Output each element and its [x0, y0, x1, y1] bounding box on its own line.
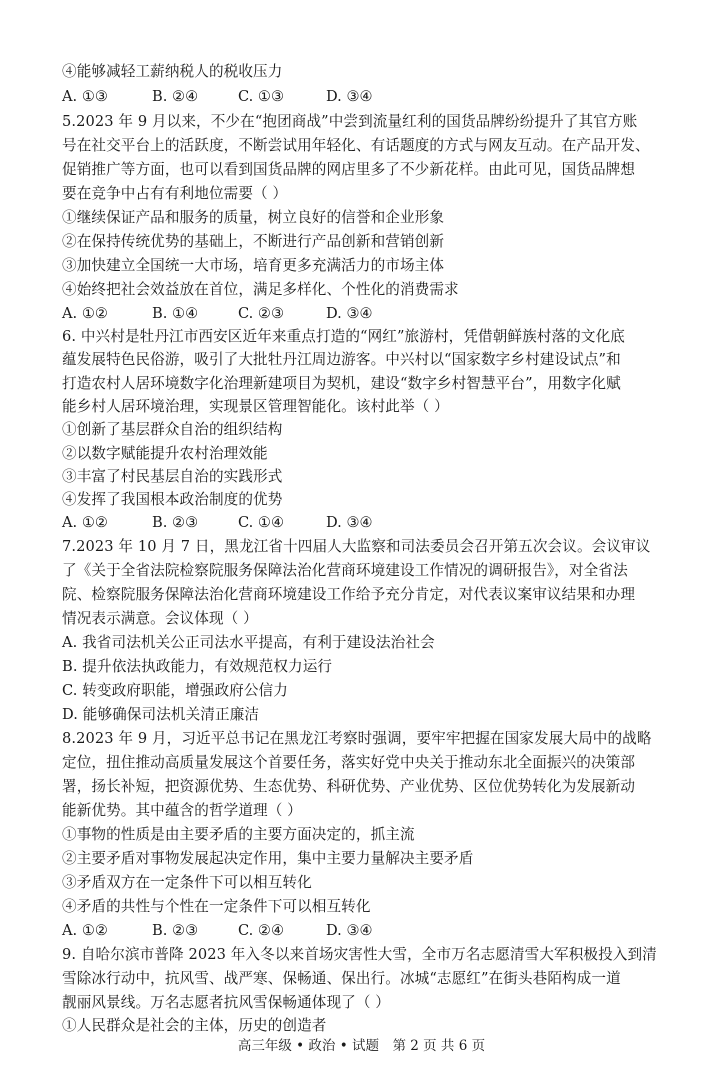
q8-stem-line: 8.2023 年 9 月，习近平总书记在黑龙江考察时强调，要牢牢把握在国家发展大局中的战略	[62, 730, 652, 747]
q7-choice-a: A. 我省司法机关公正司法水平提高，有利于建设法治社会	[62, 634, 435, 651]
choice-b: B. ②④	[152, 88, 199, 105]
choice-c: C. ①③	[238, 88, 285, 105]
choice-a: A. ①②	[62, 922, 108, 939]
q6-stem-line: 能乡村人居环境治理，实现景区管理智能化。该村此举（ ）	[62, 398, 449, 415]
q7-stem-line: 院、检察院服务保障法治化营商环境建设工作给予充分肯定，对代表议案审议结果和办理	[62, 586, 636, 603]
q6-option-1: ①创新了基层群众自治的组织结构	[62, 421, 283, 438]
q8-stem-line: 署，扬长补短，把资源优势、生态优势、科研优势、产业优势、区位优势转化为发展新动	[62, 778, 636, 795]
choice-d: D. ③④	[326, 514, 373, 531]
q5-option-4: ④始终把社会效益放在首位，满足多样化、个性化的消费需求	[62, 281, 459, 298]
choice-c: C. ②④	[238, 922, 285, 939]
q6-stem-line: 打造农村人居环境数字化治理新建项目为契机，建设“数字乡村智慧平台”，用数字化赋	[62, 375, 621, 392]
choice-d: D. ③④	[326, 88, 373, 105]
q6-option-4: ④发挥了我国根本政治制度的优势	[62, 491, 283, 508]
q9-stem-line: 雪除冰行动中，抗风雪、战严寒、保畅通、保出行。冰城“志愿红”在街头巷陌构成一道	[62, 970, 621, 987]
q6-option-3: ③丰富了村民基层自治的实践形式	[62, 468, 283, 485]
choice-b: B. ②③	[152, 514, 199, 531]
q7-stem-line: 了《关于全省法院检察院服务保障法治化营商环境建设工作情况的调研报告》，对全省法	[62, 562, 628, 579]
q6-stem-line: 蕴发展特色民俗游，吸引了大批牡丹江周边游客。中兴村以“国家数字乡村建设试点”和	[62, 351, 621, 368]
choice-c: C. ②③	[238, 305, 285, 322]
q8-stem-line: 能新优势。其中蕴含的哲学道理（ ）	[62, 802, 302, 819]
choice-a: A. ①③	[62, 88, 108, 105]
q7-choice-d: D. 能够确保司法机关清正廉洁	[62, 706, 260, 723]
q5-stem-line: 促销推广等方面，也可以看到国货品牌的网店里多了不少新花样。由此可见，国货品牌想	[62, 161, 636, 178]
choice-d: D. ③④	[326, 305, 373, 322]
q5-option-1: ①继续保证产品和服务的质量，树立良好的信誉和企业形象	[62, 209, 445, 226]
q8-option-2: ②主要矛盾对事物发展起决定作用，集中主要力量解决主要矛盾	[62, 850, 474, 867]
q5-option-2: ②在保持传统优势的基础上，不断进行产品创新和营销创新	[62, 233, 445, 250]
q8-stem-line: 定位，扭住推动高质量发展这个首要任务，落实好党中央关于推动东北全面振兴的决策部	[62, 754, 636, 771]
q9-option-1: ①人民群众是社会的主体，历史的创造者	[62, 1017, 327, 1034]
q8-option-3: ③矛盾双方在一定条件下可以相互转化	[62, 874, 312, 891]
q8-option-1: ①事物的性质是由主要矛盾的主要方面决定的，抓主流	[62, 826, 415, 843]
q6-stem-line: 6. 中兴村是牡丹江市西安区近年来重点打造的“网红”旅游村，凭借朝鲜族村落的文化底	[62, 328, 625, 345]
page-footer: 高三年级 • 政治 • 试题 第 2 页 共 6 页	[237, 1038, 486, 1054]
choice-d: D. ③④	[326, 922, 373, 939]
q7-choice-c: C. 转变政府职能，增强政府公信力	[62, 682, 288, 699]
q7-stem-line: 情况表示满意。会议体现（ ）	[62, 610, 258, 627]
q8-option-4: ④矛盾的共性与个性在一定条件下可以相互转化	[62, 898, 371, 915]
q6-option-2: ②以数字赋能提升农村治理效能	[62, 445, 268, 462]
choice-b: B. ①④	[152, 305, 199, 322]
q5-option-3: ③加快建立全国统一大市场，培育更多充满活力的市场主体	[62, 257, 445, 274]
q7-choice-b: B. 提升依法执政能力，有效规范权力运行	[62, 658, 333, 675]
q9-stem-line: 靓丽风景线。万名志愿者抗风雪保畅通体现了（ ）	[62, 994, 391, 1011]
q9-stem-line: 9. 自哈尔滨市普降 2023 年入冬以来首场灾害性大雪，全市万名志愿清雪大军积极投入到清	[62, 946, 657, 963]
choice-c: C. ①④	[238, 514, 285, 531]
choice-a: A. ①②	[62, 305, 108, 322]
choice-b: B. ②③	[152, 922, 199, 939]
choice-a: A. ①②	[62, 514, 108, 531]
q4-option-4: ④能够减轻工薪纳税人的税收压力	[62, 63, 283, 80]
q5-stem-line: 要在竞争中占有有利地位需要（ ）	[62, 185, 288, 202]
q7-stem-line: 7.2023 年 10 月 7 日，黑龙江省十四届人大监察和司法委员会召开第五次会议。会议审议	[62, 538, 651, 555]
q5-stem-line: 号在社交平台上的活跃度，不断尝试用年轻化、有话题度的方式与网友互动。在产品开发、	[62, 137, 650, 154]
q5-stem-line: 5.2023 年 9 月以来，不少在“抱团商战”中尝到流量红利的国货品牌纷纷提升了其官方账	[62, 113, 638, 130]
